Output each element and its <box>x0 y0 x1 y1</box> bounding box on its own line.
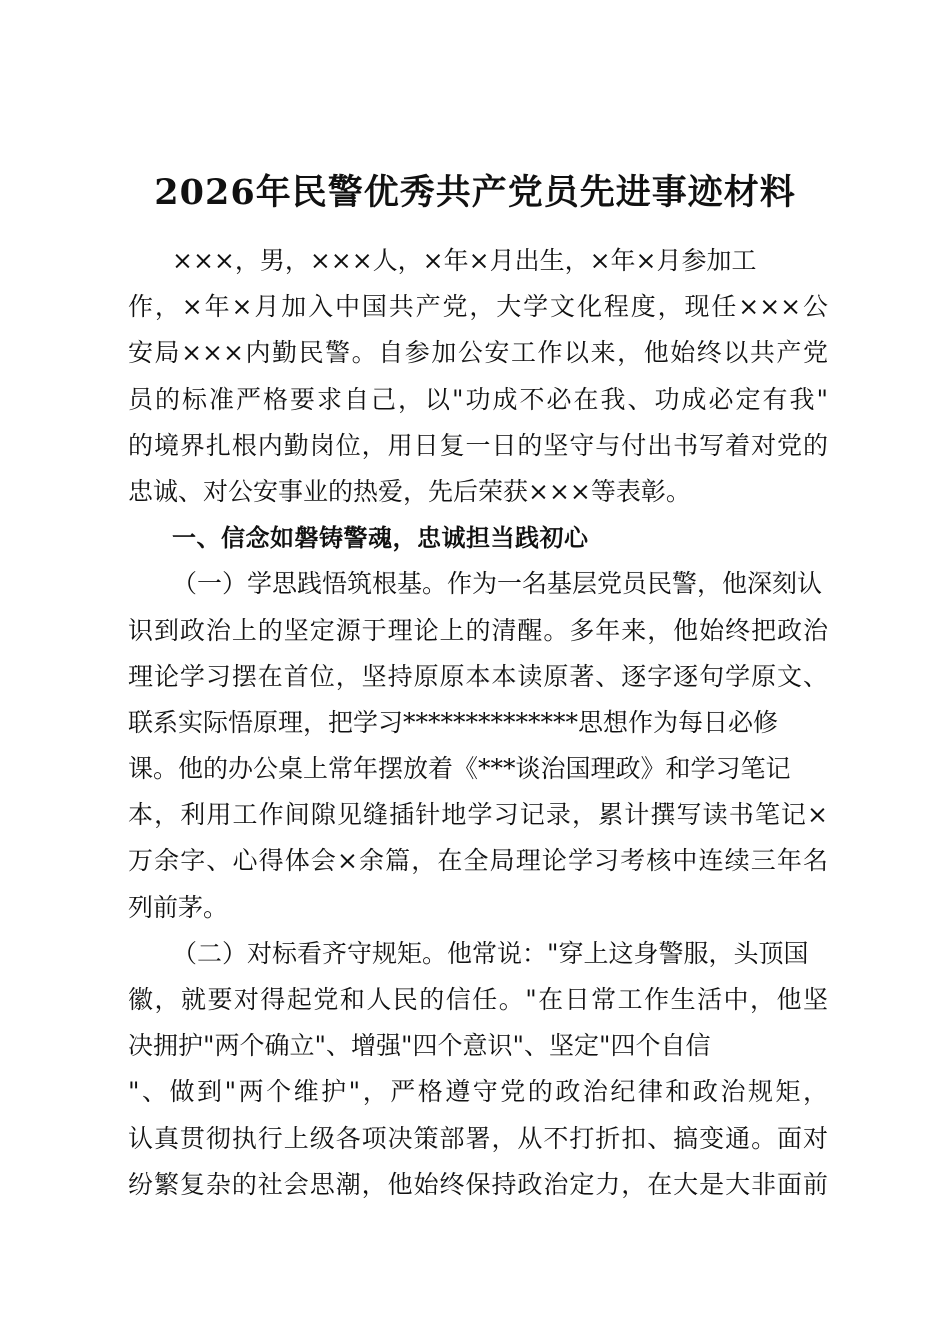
paragraph-line: 员的标准严格要求自己，以"功成不必在我、功成必定有我" <box>128 384 828 414</box>
paragraph-line: 安局×××内勤民警。自参加公安工作以来，他始终以共产党 <box>128 338 828 368</box>
paragraph-line: ×××，男，×××人，×年×月出生，×年×月参加工 <box>172 246 757 275</box>
paragraph-line: 认真贯彻执行上级各项决策部署，从不打折扣、搞变通。面对 <box>128 1123 828 1153</box>
paragraph-line: 的境界扎根内勤岗位，用日复一日的坚守与付出书写着对党的 <box>128 430 828 460</box>
paragraph-line: （二）对标看齐守规矩。他常说："穿上这身警服，头顶国 <box>172 938 809 968</box>
paragraph-line: 纷繁复杂的社会思潮，他始终保持政治定力，在大是大非面前 <box>128 1169 828 1199</box>
paragraph-line: （一）学思践悟筑根基。作为一名基层党员民警，他深刻认 <box>172 569 823 599</box>
paragraph-line: 联系实际悟原理，把学习**************思想作为每日必修 <box>128 707 779 737</box>
paragraph-line: 列前茅。 <box>128 892 229 922</box>
paragraph-line: 本，利用工作间隙见缝插针地学习记录，累计撰写读书笔记× <box>128 800 828 830</box>
paragraph-line: 万余字、心得体会×余篇，在全局理论学习考核中连续三年名 <box>128 846 828 876</box>
paragraph-line: 忠诚、对公安事业的热爱，先后荣获×××等表彰。 <box>128 476 691 506</box>
document-body <box>128 238 828 1208</box>
paragraph-line: 作，×年×月加入中国共产党，大学文化程度，现任×××公 <box>128 292 828 322</box>
paragraph-line: "、做到"两个维护"，严格遵守党的政治纪律和政治规矩， <box>128 1077 828 1107</box>
paragraph-line: 课。他的办公桌上常年摆放着《***谈治国理政》和学习笔记 <box>128 754 791 784</box>
paragraph-line: 决拥护"两个确立"、增强"四个意识"、坚定"四个自信 <box>128 1031 711 1061</box>
paragraph-line: 识到政治上的坚定源于理论上的清醒。多年来，他始终把政治 <box>128 615 828 645</box>
paragraph-line: 徽，就要对得起党和人民的信任。"在日常工作生活中，他坚 <box>128 985 828 1014</box>
section-heading: 一、信念如磐铸警魂，忠诚担当践初心 <box>172 524 589 553</box>
paragraph-line: 理论学习摆在首位，坚持原原本本读原著、逐字逐句学原文、 <box>128 661 828 691</box>
document-title: 2026年民警优秀共产党员先进事迹材料 <box>154 172 796 213</box>
